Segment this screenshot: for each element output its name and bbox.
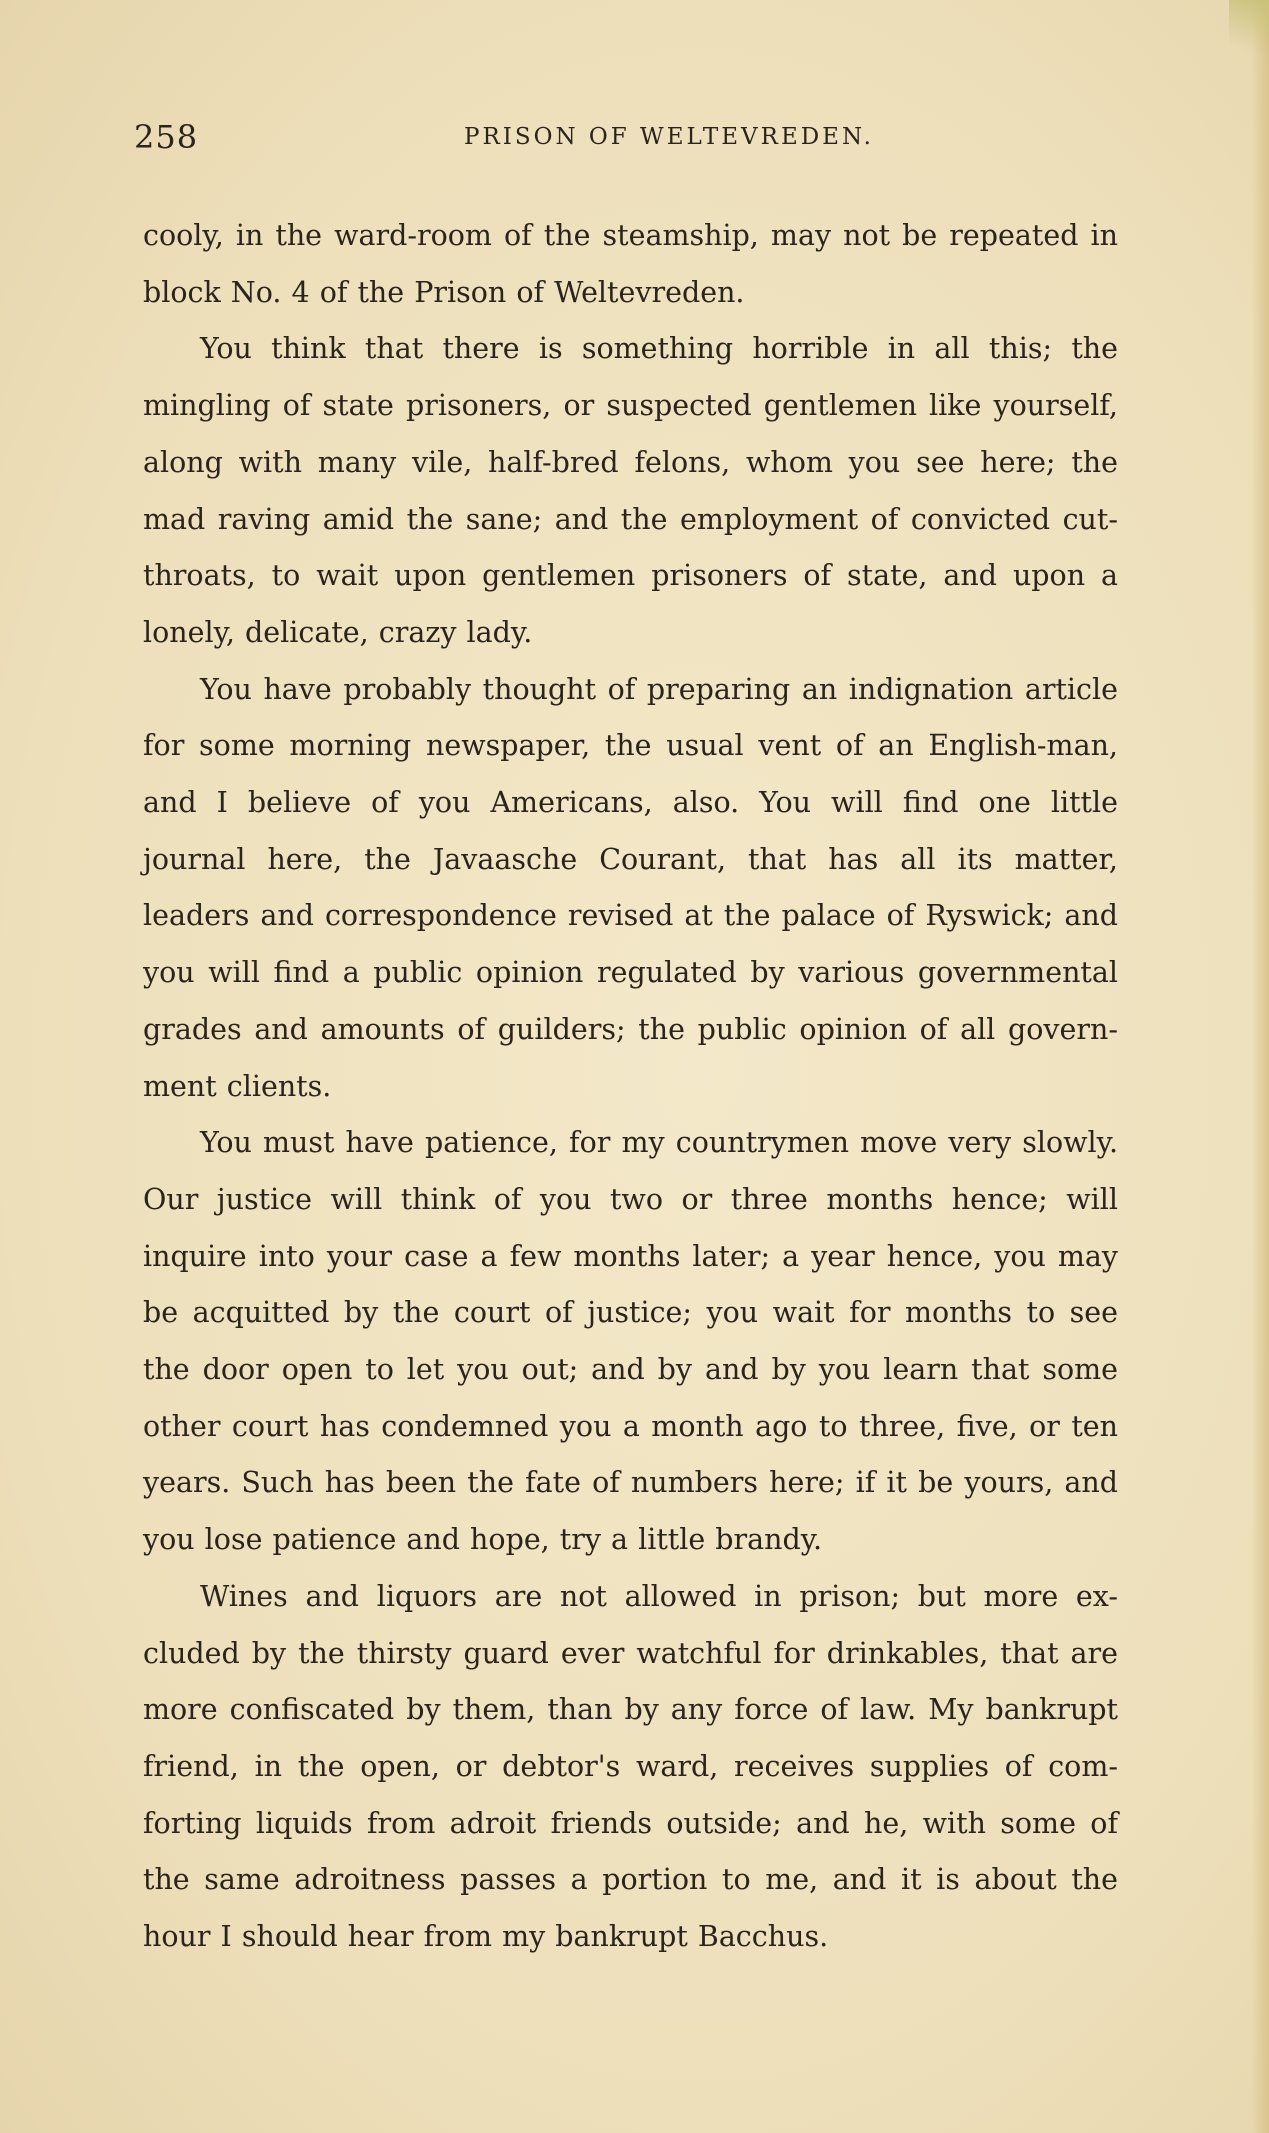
paragraph: You have probably thought of preparing an indignation article for some morning newspaper, the usual vent of an English-man, and I believe of you Americans, also. You will find one little journal here, the Javaasche Courant, that has all its matter, leaders and correspondence revised at the palace of Ryswick; and you will find a public opinion regulated by various governmental grades and amounts of guilders; the public opinion of all govern-ment clients. (143, 672, 1118, 1103)
paragraph: cooly, in the ward-room of the steamship, may not be repeated in block No. 4 of the Prison of Weltevreden. (143, 219, 1118, 309)
page-corner-stain (1229, 0, 1269, 60)
page-edge-shadow (1251, 0, 1269, 2133)
paragraph: You must have patience, for my countrymen move very slowly. Our justice will think of you two or three months hence; will inquire into your case a few months later; a year hence, you may be acquitted by the court of justice; you wait for months to see the door open to let you out; and by and by you learn that some other court has condemned you a month ago to three, five, or ten years. Such has been the fate of numbers here; if it be yours, and you lose patience and hope, try a little brandy. (143, 1126, 1118, 1557)
paragraph: You think that there is something horrible in all this; the mingling of state prisoners, or suspected gentlemen like yourself, along with many vile, half-bred felons, whom you see here; the mad raving amid the sane; and the employment of convicted cut-throats, to wait upon gentlemen prisoners of state, and upon a lonely, delicate, crazy lady. (143, 332, 1118, 649)
paragraph: Wines and liquors are not allowed in prison; but more ex-cluded by the thirsty guard ever watchful for drinkables, that are more confiscated by them, than by any force of law. My bankrupt friend, in the open, or debtor's ward, receives supplies of com-forting liquids from adroit friends outside; and he, with some of the same adroitness passes a portion to me, and it is about the hour I should hear from my bankrupt Bacchus. (143, 1579, 1118, 1954)
page-number: 258 (134, 118, 199, 156)
body-text (143, 208, 1118, 1966)
page-header (134, 118, 1134, 158)
running-head: PRISON OF WELTEVREDEN. (464, 124, 874, 150)
